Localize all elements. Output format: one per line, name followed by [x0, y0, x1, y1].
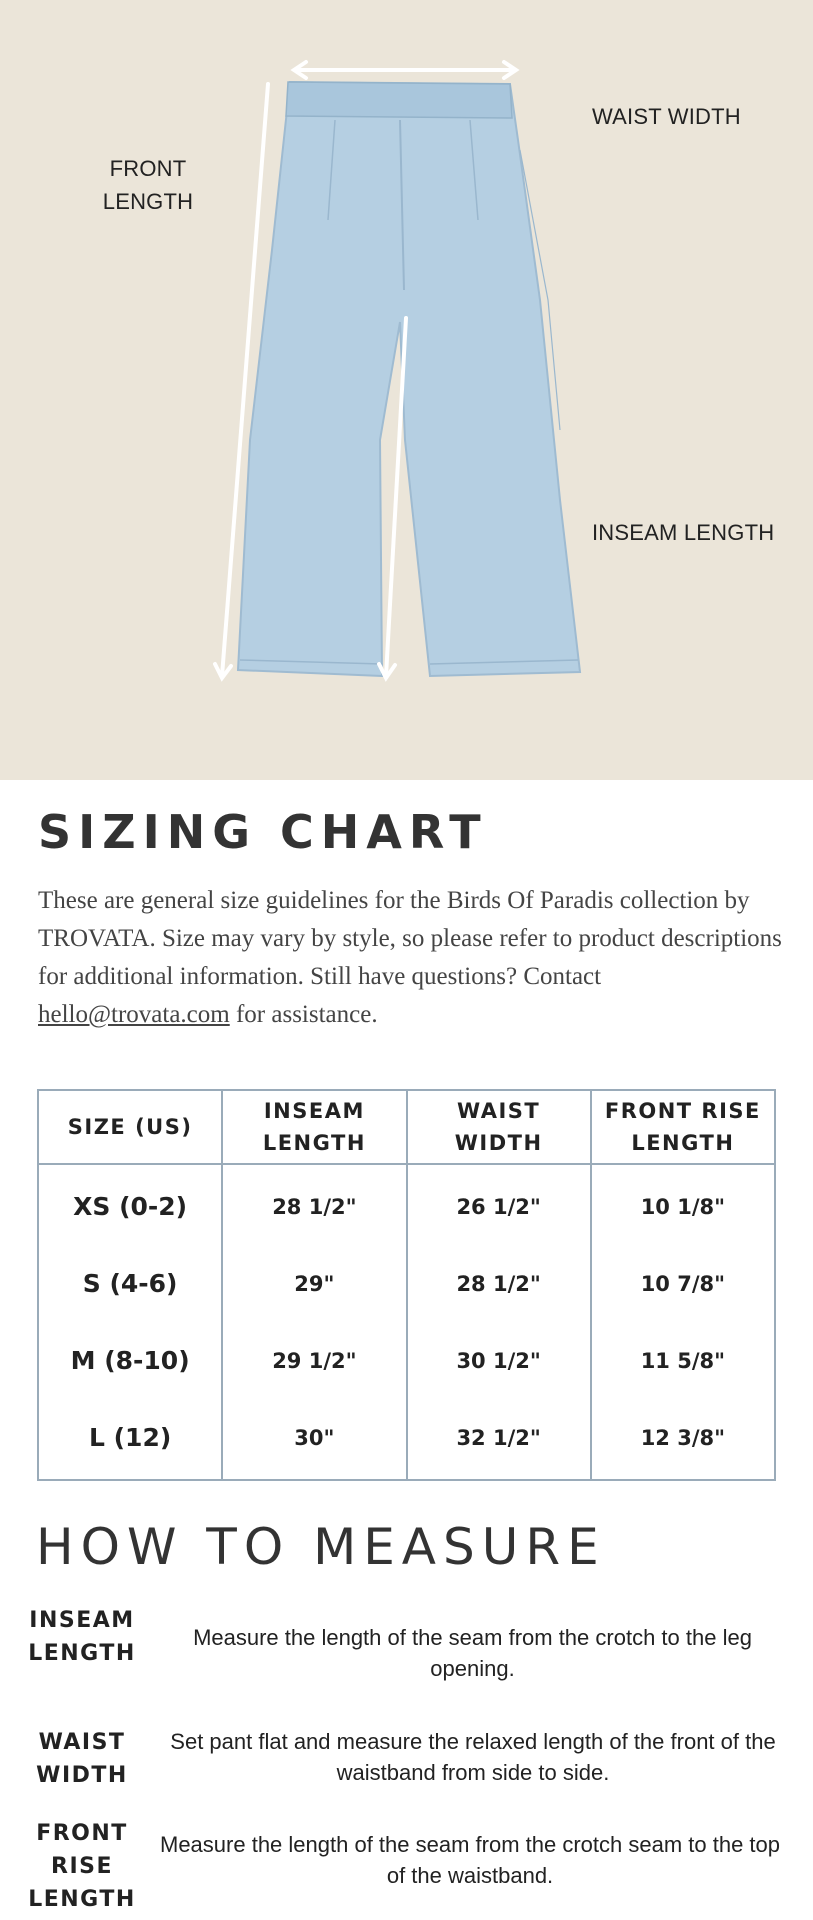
table-header-row [38, 1090, 775, 1164]
front-length-label: FRONT LENGTH [102, 156, 194, 214]
header-inseam: INSEAM LENGTH [222, 1090, 406, 1164]
table-row [38, 1399, 775, 1480]
header-front-rise: FRONT RISE LENGTH [591, 1090, 775, 1164]
size-cell: M (8-10) [38, 1322, 222, 1399]
product-diagram [0, 0, 813, 780]
size-cell: XS (0-2) [38, 1164, 222, 1245]
waist-cell: 28 1/2" [407, 1245, 591, 1322]
front-rise-cell: 11 5/8" [591, 1322, 775, 1399]
waist-width-label: WAIST WIDTH [592, 104, 741, 129]
front-rise-cell: 10 7/8" [591, 1245, 775, 1322]
size-cell: S (4-6) [38, 1245, 222, 1322]
table-row [38, 1245, 775, 1322]
inseam-cell: 28 1/2" [222, 1164, 406, 1245]
inseam-length-label: INSEAM LENGTH [592, 520, 775, 545]
waist-cell: 26 1/2" [407, 1164, 591, 1245]
inseam-cell: 29 1/2" [222, 1322, 406, 1399]
sizing-chart-title: SIZING CHART [38, 805, 488, 859]
size-table [37, 1089, 776, 1481]
header-size: SIZE (US) [38, 1090, 222, 1164]
front-rise-cell: 12 3/8" [591, 1399, 775, 1480]
contact-email-link[interactable]: hello@trovata.com [38, 1001, 230, 1028]
inseam-cell: 30" [222, 1399, 406, 1480]
table-row [38, 1322, 775, 1399]
table-row [38, 1164, 775, 1245]
measure-desc: Measure the length of the seam from the crotch seam to the top of the waistband. [160, 1832, 780, 1888]
measure-term: WAIST WIDTH [36, 1730, 128, 1788]
header-waist: WAIST WIDTH [407, 1090, 591, 1164]
waist-width-arrow [294, 62, 516, 78]
intro-text-end: for assistance. [229, 1001, 378, 1028]
pants-icon [238, 82, 580, 676]
waist-cell: 30 1/2" [407, 1322, 591, 1399]
measure-desc: Measure the length of the seam from the crotch to the leg opening. [193, 1625, 752, 1681]
measure-term: INSEAM LENGTH [28, 1608, 136, 1666]
how-to-measure-title: HOW TO MEASURE [36, 1518, 606, 1576]
size-cell: L (12) [38, 1399, 222, 1480]
measure-desc: Set pant flat and measure the relaxed length of the front of the waistband from side to side. [170, 1729, 776, 1785]
inseam-cell: 29" [222, 1245, 406, 1322]
sizing-intro [38, 882, 783, 1034]
intro-text: These are general size guidelines for the Birds Of Paradis collection by TROVATA. Size may vary by style, so please refer to product descriptions for additional information. Still have questions? Contact [38, 887, 782, 990]
waist-cell: 32 1/2" [407, 1399, 591, 1480]
front-rise-cell: 10 1/8" [591, 1164, 775, 1245]
measure-term: FRONT RISE LENGTH [28, 1821, 136, 1912]
